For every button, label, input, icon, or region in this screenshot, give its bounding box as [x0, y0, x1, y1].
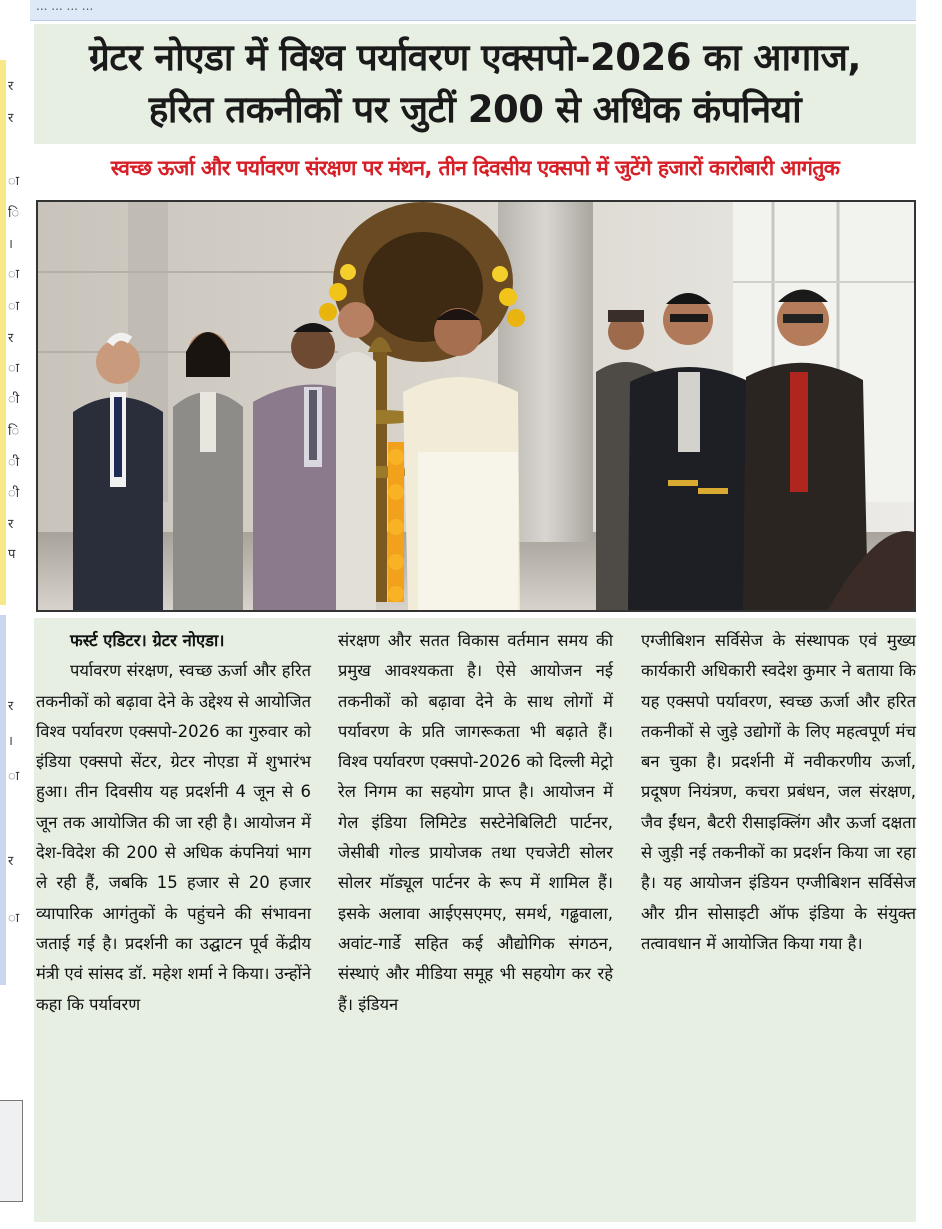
article-column-1	[36, 626, 311, 1020]
cut-off-character: ी	[8, 486, 20, 501]
cut-off-character: र	[8, 111, 14, 126]
cut-off-character: ि	[8, 206, 20, 221]
cut-off-character: र	[8, 331, 14, 346]
adjacent-column-edge	[0, 0, 30, 1229]
cut-off-character: ा	[8, 911, 20, 926]
cut-off-character: ि	[8, 424, 20, 439]
cut-off-character: ।	[8, 734, 13, 749]
cut-off-character: ी	[8, 392, 20, 407]
headline-box	[34, 24, 916, 144]
adjacent-photo-edge	[0, 1100, 23, 1202]
cut-off-character: ा	[8, 299, 20, 314]
article-column-3	[641, 626, 916, 959]
cut-off-character: प	[8, 547, 16, 562]
cut-off-character: ा	[8, 361, 20, 376]
headline	[89, 32, 861, 136]
article-body	[34, 618, 916, 1222]
cut-off-character: र	[8, 699, 14, 714]
adjacent-yellow-box	[0, 60, 6, 605]
cut-off-character: र	[8, 854, 14, 869]
column-text: पर्यावरण संरक्षण, स्वच्छ ऊर्जा और हरित तकनीकों को बढ़ावा देने के उद्देश्य से आयोजित विश्व पर्यावरण एक्सपो-2026 का गुरुवार को इंडिया एक्सपो सेंटर, ग्रेटर नोएडा में शुभारंभ हुआ। तीन दिवसीय यह प्रदर्शनी 4 जून से 6 जून तक आयोजित की जा रही है। आयोजन में देश-विदेश की 200 से अधिक कंपनियां भाग ले रही हैं, जबकि 15 हजार से 20 हजार व्यापारिक आगंतुकों के पहुंचने की संभावना जताई गई है। प्रदर्शनी का उद्घाटन पूर्व केंद्रीय मंत्री एवं सांसद डॉ. महेश शर्मा ने किया। उन्होंने कहा कि पर्यावरण	[36, 661, 311, 1014]
headline-line-2: हरित तकनीकों पर जुटीं 200 से अधिक कंपनियां	[148, 88, 802, 131]
news-photo	[36, 200, 916, 612]
cut-off-character: ।	[8, 237, 13, 252]
adjacent-blue-box	[0, 615, 6, 985]
column-text: संरक्षण और सतत विकास वर्तमान समय की प्रमुख आवश्यकता है। ऐसे आयोजन नई तकनीकों को बढ़ावा देने के साथ लोगों में पर्यावरण के प्रति जागरूकता भी बढ़ाते हैं। विश्व पर्यावरण एक्सपो-2026 को दिल्ली मेट्रो रेल निगम का सहयोग प्राप्त है। आयोजन में गेल इंडिया लिमिटेड सस्टेनेबिलिटी पार्टनर, जेसीबी गोल्ड प्रायोजक तथा एचजेटी सोलर सोलर मॉड्यूल पार्टनर के रूप में शामिल हैं। इसके अलावा आईएसएमए, समर्थ, गढ्ढवाला, अवांट-गार्डे सहित कई औद्योगिक संगठन, संस्थाएं और मीडिया समूह भी सहयोग कर रहे हैं। इंडियन	[338, 631, 613, 1014]
cut-off-character: ा	[8, 267, 20, 282]
cut-off-character: र	[8, 517, 14, 532]
cut-off-character: ा	[8, 174, 20, 189]
dateline: फर्स्ट एडिटर। ग्रेटर नोएडा।	[70, 631, 225, 650]
previous-article-fragment: ... ... ... ...	[30, 0, 916, 21]
cut-off-character: ा	[8, 769, 20, 784]
lamp-lighting-ceremony-photo	[38, 202, 914, 610]
column-text: एग्जीबिशन सर्विसेज के संस्थापक एवं मुख्य कार्यकारी अधिकारी स्वदेश कुमार ने बताया कि यह एक्सपो पर्यावरण, स्वच्छ ऊर्जा और हरित तकनीकों से जुड़े उद्योगों के लिए महत्वपूर्ण मंच बन चुका है। प्रदर्शनी में नवीकरणीय ऊर्जा, प्रदूषण नियंत्रण, कचरा प्रबंधन, जल संरक्षण, जैव ईंधन, बैटरी रीसाइक्लिंग और ऊर्जा दक्षता से जुड़ी नई तकनीकों का प्रदर्शन किया जा रहा है। यह आयोजन इंडियन एग्जीबिशन सर्विसेज और ग्रीन सोसाइटी ऑफ इंडिया के संयुक्त तत्वावधान में आयोजित किया गया है।	[641, 631, 916, 953]
cut-off-character: ी	[8, 455, 20, 470]
subheadline: स्वच्छ ऊर्जा और पर्यावरण संरक्षण पर मंथन, तीन दिवसीय एक्सपो में जुटेंगे हजारों कारोबारी आगंतुक	[110, 156, 840, 180]
headline-line-1: ग्रेटर नोएडा में विश्व पर्यावरण एक्सपो-2026 का आगाज,	[89, 36, 861, 79]
article-column-2	[338, 626, 613, 1020]
cut-off-character: र	[8, 79, 14, 94]
